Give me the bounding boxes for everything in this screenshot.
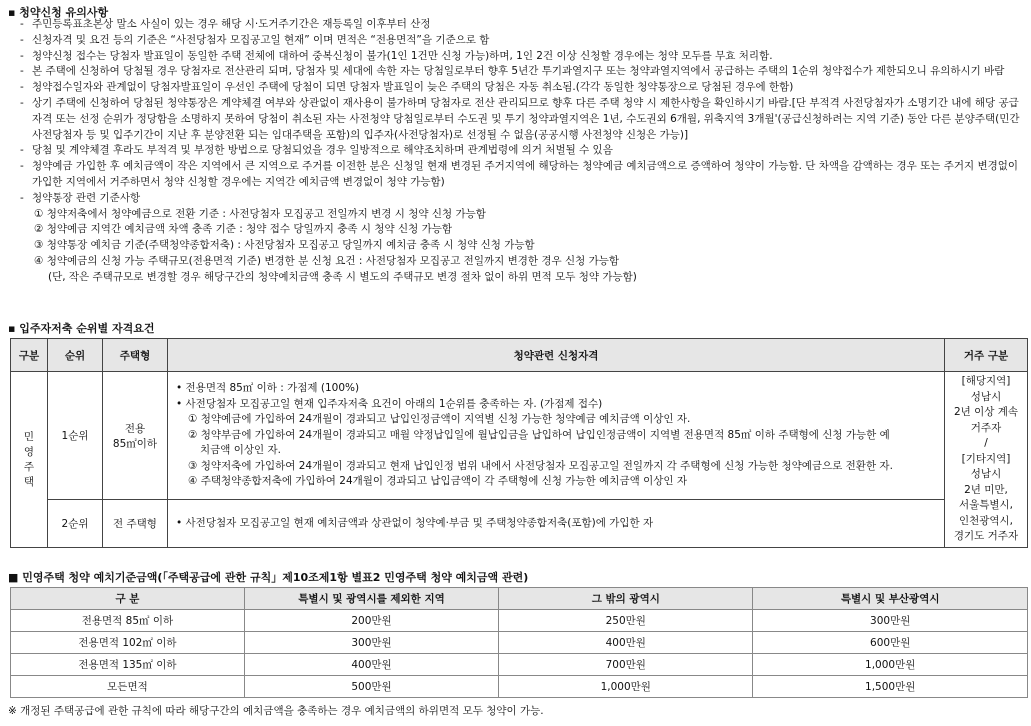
rank-header: 청약관련 신청자격 (168, 339, 945, 372)
rank1-cell: 1순위 (48, 372, 103, 500)
rank1-type-cell (103, 372, 168, 500)
table-row (11, 654, 1028, 676)
rank1-type: 전용 85㎡이하 (112, 422, 158, 450)
qual-line: 치금액 이상인 자. (200, 444, 282, 457)
deposit-header: 특별시 및 광역시를 제외한 지역 (244, 588, 498, 610)
deposit-cell: 500만원 (244, 676, 498, 698)
notes-title: ▪ 청약신청 유의사항 (8, 6, 109, 19)
rank-table (10, 338, 1028, 548)
rank2-cell: 2순위 (48, 500, 103, 548)
deposit-cell: 전용면적 85㎡ 이하 (11, 610, 245, 632)
deposit-cell: 250만원 (499, 610, 753, 632)
residence-line: 성남시 (970, 390, 1002, 403)
deposit-header: 구 분 (11, 588, 245, 610)
residence-line: / (984, 437, 988, 450)
note-item: - 청약통장 관련 기준사항 (20, 191, 1028, 207)
note-subitem-note: (단, 작은 주택규모로 변경할 경우 해당구간의 청약예치금액 충족 시 별도의 주택규모 변경 절차 없이 하위 면적 모두 청약 가능함) (48, 270, 637, 283)
table-row (11, 632, 1028, 654)
deposit-title: ■ 민영주택 청약 예치기준금액(「주택공급에 관한 규칙」제10조제1항 별표2 민영주택 청약 예치금액 관련) (8, 571, 529, 584)
residence-line: 서울특별시, (958, 499, 1014, 512)
note-subitem: ③ 청약통장 예치금 기준(주택청약종합저축) : 사전당첨자 모집공고 당일까지 예치금 충족 시 청약 신청 가능함 (34, 239, 535, 252)
deposit-cell: 전용면적 102㎡ 이하 (11, 632, 245, 654)
deposit-cell: 600만원 (753, 632, 1028, 654)
note-item: - 주민등록표초본상 말소 사실이 있는 경우 해당 시·도거주기간은 재등록일 이후부터 산정 (20, 17, 1028, 33)
note-subitem: ④ 청약예금의 신청 가능 주택규모(전용면적 기준) 변경한 분 신청 요건 : 사전당첨자 모집공고 전일까지 변경한 경우 신청 가능함 (34, 254, 620, 267)
deposit-cell: 200만원 (244, 610, 498, 632)
note-item: - 청약접수일자와 관계없이 당첨자발표일이 우선인 주택에 당첨이 되면 당첨자 발표일이 늦은 주택의 당첨은 자동 취소됨.(각각 동일한 청약통장으로 당첨된 경우에 한함) (20, 80, 1028, 96)
note-item: - 상기 주택에 신청하여 당첨된 청약통장은 계약체결 여부와 상관없이 재사용이 불가하며 당첨자로 전산 관리되므로 향후 다른 주택 청약 시 제한사항을 확인하시기 바람.[단 부적격 사전당첨자가 소명기간 내에 해당 공급자격 또는 선정 순위가 정당함을 소명하지 못하여 당첨이 취소된 자는 사전청약 당첨일로부터 수도권 및 투기 청약과열지역은 1년, 수도권외 6개월, 위축지역 3개월'(공급신청하려는 지역 기준) 동안 다른 분양주택(민간 사전당첨자 등 및 입주기간이 지난 후 분양전환 되는 임대주택을 포함)의 입주자(사전당첨자)로 선정될 수 없음(공공시행 사전청약 신청은 가능)] (20, 96, 1028, 143)
deposit-cell: 300만원 (753, 610, 1028, 632)
rank-header: 거주 구분 (945, 339, 1028, 372)
deposit-header: 그 밖의 광역시 (499, 588, 753, 610)
deposit-cell: 1,500만원 (753, 676, 1028, 698)
residence-line: 2년 이상 계속 (953, 406, 1019, 419)
note-item: - 본 주택에 신청하여 당첨될 경우 당첨자로 전산관리 되며, 당첨자 및 세대에 속한 자는 당첨일로부터 향후 5년간 투기과열지구 또는 청약과열지역에서 공급하는 주택의 1순위 청약접수가 제한되오니 유의하시기 바람 (20, 64, 1028, 80)
qual-line: ② 청약부금에 가입하여 24개월이 경과되고 매월 약정납입일에 월납입금을 납입하여 납입인정금액이 지역별 전용면적 85㎡ 이하 주택형에 신청 가능한 예 (188, 428, 890, 441)
residence-line: 성남시 (970, 468, 1002, 481)
category-text: 민 영 주 택 (23, 430, 35, 488)
deposit-cell: 1,000만원 (499, 676, 753, 698)
qual-line: ④ 주택청약종합저축에 가입하여 24개월이 경과되고 납입금액이 각 주택형에 신청 가능한 예치금액 이상인 자 (188, 475, 687, 488)
note-item: - 청약예금 가입한 후 예치금액이 작은 지역에서 큰 지역으로 주거를 이전한 분은 신청일 현재 변경된 주거지역에 해당하는 청약예금 예치금액으로 증액하여 청약이 가능함. 단 차액을 감액하는 경우 또는 주거지 변경없이 가입한 지역에서 거주하면서 청약 신청할 경우에는 지역간 예치금액 변경없이 청약 가능함) (20, 159, 1028, 191)
residence-line: 인천광역시, (958, 514, 1014, 527)
residence-line: [기타지역] (961, 452, 1011, 465)
table-row (11, 610, 1028, 632)
residence-line: [해당지역] (961, 375, 1011, 388)
rank-header: 주택형 (103, 339, 168, 372)
note-subitem: ① 청약저축에서 청약예금으로 전환 기준 : 사전당첨자 모집공고 전일까지 변경 시 청약 신청 가능함 (34, 207, 486, 220)
residence-cell (945, 372, 1028, 548)
deposit-footnote: ※ 개정된 주택공급에 관한 규칙에 따라 해당구간의 예치금액을 충족하는 경우 예치금액의 하위면적 모두 청약이 가능. (8, 705, 544, 717)
residence-line: 2년 미만, (964, 483, 1008, 496)
note-subitem: ② 청약예금 지역간 예치금액 차액 충족 기준 : 청약 접수 당일까지 충족 시 청약 신청 가능함 (34, 223, 453, 236)
deposit-cell: 모든면적 (11, 676, 245, 698)
qual-line: • 전용면적 85㎡ 이하 : 가점제 (100%) (176, 382, 360, 395)
rank-title: ▪ 입주자저축 순위별 자격요건 (8, 322, 155, 335)
deposit-cell: 700만원 (499, 654, 753, 676)
note-item: - 당첨 및 계약체결 후라도 부적격 및 부정한 방법으로 당첨되었을 경우 일방적으로 해약조치하며 관계법령에 의거 처벌될 수 있음 (20, 143, 1028, 159)
deposit-cell: 1,000만원 (753, 654, 1028, 676)
residence-line: 거주자 (970, 421, 1002, 434)
deposit-header: 특별시 및 부산광역시 (753, 588, 1028, 610)
deposit-cell: 400만원 (499, 632, 753, 654)
rank2-qualification: • 사전당첨자 모집공고일 현재 예치금액과 상관없이 청약예·부금 및 주택청약종합저축(포함)에 가입한 자 (168, 500, 945, 548)
qual-line: • 사전당첨자 모집공고일 현재 입주자저축 요건이 아래의 1순위를 충족하는 자. (가점제 접수) (176, 397, 603, 410)
deposit-table (10, 587, 1028, 698)
deposit-cell: 전용면적 135㎡ 이하 (11, 654, 245, 676)
deposit-cell: 300만원 (244, 632, 498, 654)
notes-list (20, 17, 1028, 286)
category-cell (11, 372, 48, 548)
qual-line: ① 청약예금에 가입하여 24개월이 경과되고 납입인정금액이 지역별 신청 가능한 청약예금 예치금액 이상인 자. (188, 413, 691, 426)
residence-line: 경기도 거주자 (953, 530, 1019, 543)
rank2-type-cell: 전 주택형 (103, 500, 168, 548)
note-item: - 청약신청 접수는 당첨자 발표일이 동일한 주택 전체에 대하여 중복신청이 불가(1인 1건만 신청 가능)하며, 1인 2건 이상 신청할 경우에는 청약 모두를 무효 처리함. (20, 49, 1028, 65)
deposit-cell: 400만원 (244, 654, 498, 676)
rank1-qualification (168, 372, 945, 500)
rank-header: 구분 (11, 339, 48, 372)
table-row (11, 676, 1028, 698)
rank-header: 순위 (48, 339, 103, 372)
note-item: - 신청자격 및 요건 등의 기준은 “사전당첨자 모집공고일 현재” 이며 면적은 “전용면적”을 기준으로 함 (20, 33, 1028, 49)
qual-line: ③ 청약저축에 가입하여 24개월이 경과되고 현재 납입인정 범위 내에서 사전당첨자 모집공고일 전일까지 각 주택형에 신청 가능한 청약예금으로 전환한 자. (188, 459, 893, 472)
